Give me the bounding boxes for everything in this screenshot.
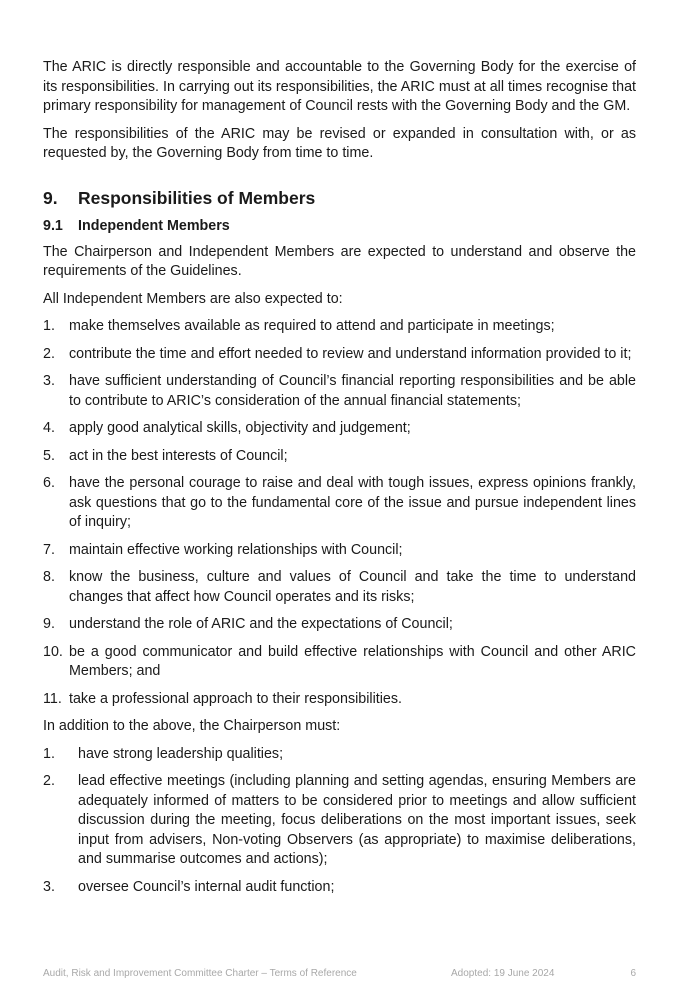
list-item: [43, 690, 636, 710]
list-item-text: apply good analytical skills, objectivity and judgement;: [69, 420, 411, 436]
list-item-text: have sufficient understanding of Council’s financial reporting responsibilities and be able to contribute to ARIC’s consideration of the annual financial statements;: [69, 373, 636, 409]
list-item-text: know the business, culture and values of Council and take the time to understand changes that affect how Council operates and its risks;: [69, 569, 636, 605]
chair-duties-list: [43, 745, 636, 898]
list-item: [43, 772, 636, 870]
list-item-number: 6.: [43, 475, 55, 491]
list-item-text: understand the role of ARIC and the expectations of Council;: [69, 616, 453, 632]
section-title: Responsibilities of Members: [78, 187, 316, 208]
list-item-text: act in the best interests of Council;: [69, 447, 288, 464]
paragraph-observe-guidelines: The Chairperson and Independent Members are expected to understand and observe the requirements of the Guidelines.: [43, 243, 636, 279]
list-item-text: take a professional approach to their responsibilities.: [69, 690, 402, 707]
paragraph-chair-intro: In addition to the above, the Chairperson must:: [43, 718, 341, 734]
list-item-text: be a good communicator and build effective relationships with Council and other ARIC Members; and: [69, 643, 636, 679]
list-item: [43, 615, 636, 635]
list-item-number: 9.: [43, 616, 55, 632]
list-item: [43, 317, 636, 337]
list-item-number: 2.: [43, 773, 55, 789]
section-number: 9.: [43, 187, 58, 208]
footer-document-title: Audit, Risk and Improvement Committee Charter – Terms of Reference: [43, 968, 357, 979]
list-item-number: 1.: [43, 318, 55, 334]
list-item: [43, 474, 636, 533]
paragraph-aric-accountability: The ARIC is directly responsible and accountable to the Governing Body for the exercise of its responsibilities. In carrying out its responsibilities, the ARIC must at all times recognise that primary responsibility for management of Council rests with the Governing Body and the GM.: [43, 59, 636, 114]
list-item-text: lead effective meetings (including planning and setting agendas, ensuring Members are adequately informed of matters to be considered prior to meetings and allow sufficient discussion during the meeting, focus deliberations on the most important issues, seek input from advisers, Non-voting Observers (as appropriate) to maximise deliberations, and summarise outcomes and actions);: [78, 773, 636, 867]
list-item-number: 3.: [43, 878, 55, 895]
list-item-text: oversee Council’s internal audit function;: [78, 878, 335, 895]
footer-adopted-date: Adopted: 19 June 2024: [451, 968, 555, 979]
section-heading: [43, 187, 636, 209]
list-item-number: 10.: [43, 643, 63, 660]
list-item: [43, 447, 636, 467]
list-item-number: 5.: [43, 447, 55, 464]
list-item-text: have the personal courage to raise and deal with tough issues, express opinions frankly, ask questions that go to the fundamental core of the issue and pursue independent lines of inquiry;: [69, 475, 636, 530]
list-item-number: 2.: [43, 345, 55, 362]
document-page: [43, 58, 636, 905]
list-item: [43, 568, 636, 607]
list-item-text: maintain effective working relationships with Council;: [69, 541, 403, 558]
list-item-number: 4.: [43, 420, 55, 436]
list-item-number: 11.: [43, 690, 62, 707]
list-item-number: 3.: [43, 373, 55, 389]
list-item: [43, 541, 636, 561]
subsection-title: Independent Members: [78, 217, 230, 234]
list-item: [43, 643, 636, 682]
list-item-number: 7.: [43, 541, 55, 558]
list-item-number: 8.: [43, 569, 55, 585]
paragraph-members-expected: All Independent Members are also expected to:: [43, 290, 343, 307]
page-footer: [43, 968, 636, 982]
paragraph-aric-revision: The responsibilities of the ARIC may be revised or expanded in consultation with, or as requested by, the Governing Body from time to time.: [43, 125, 636, 161]
list-item: [43, 419, 636, 439]
list-item-number: 1.: [43, 745, 55, 762]
list-item: [43, 745, 636, 765]
list-item: [43, 372, 636, 411]
footer-page-number: 6: [630, 968, 636, 979]
list-item: [43, 345, 636, 365]
list-item-text: make themselves available as required to attend and participate in meetings;: [69, 318, 555, 334]
member-duties-list: [43, 317, 636, 709]
list-item: [43, 878, 636, 898]
subsection-heading: [43, 217, 636, 236]
list-item-text: have strong leadership qualities;: [78, 745, 284, 762]
list-item-text: contribute the time and effort needed to review and understand information provided to it;: [69, 345, 632, 362]
subsection-number: 9.1: [43, 217, 63, 234]
